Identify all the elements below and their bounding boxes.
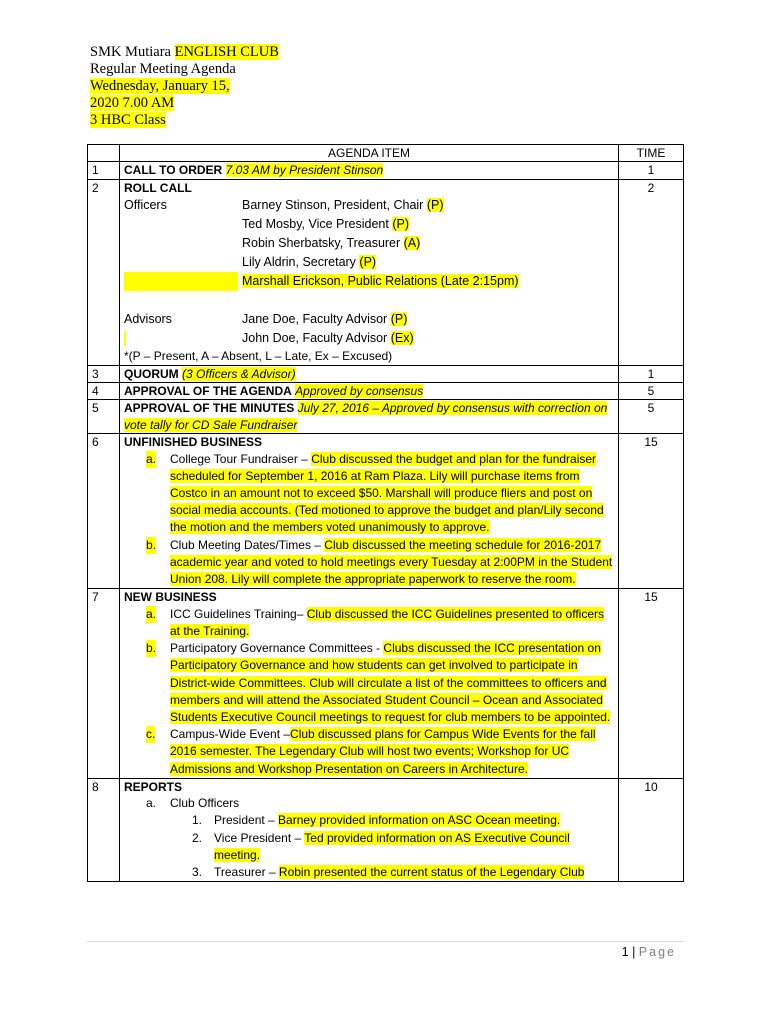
list-item: a. College Tour Fundraiser – Club discussed the budget and plan for the fundraiser scheduled for September 1, 2016 at Ram Plaza. Lily will purchase items from Costco in an amount not to exceed $50. Marshall will produce fliers and post on social media accounts. (Ted motioned to approve the budget and plan/Lily second the motion and the members voted unanimously to approve. bbox=[146, 451, 604, 535]
row-title: QUORUM bbox=[124, 366, 179, 381]
document-header bbox=[90, 44, 279, 129]
item-notes: Ted provided information on AS Executive Council meeting. bbox=[214, 830, 570, 862]
table-row bbox=[88, 179, 684, 365]
list-marker: 3. bbox=[192, 864, 203, 879]
status-mark: (P) bbox=[392, 217, 409, 232]
row-note: Approved by consensus bbox=[295, 384, 424, 399]
list-item: 2. Vice President – Ted provided information on AS Executive Council meeting. bbox=[192, 830, 570, 862]
footer-divider bbox=[87, 941, 684, 942]
status-mark: (P) bbox=[390, 312, 408, 327]
row-title: UNFINISHED BUSINESS bbox=[124, 435, 263, 450]
list-item: b. Club Meeting Dates/Times – Club discussed the meeting schedule for 2016-2017 academic year and voted to hold meetings every Tuesday at 2:00PM in the Student Union 208. Lily will complete the appropriate paperwork to reserve the room. bbox=[146, 537, 613, 587]
row-title: NEW BUSINESS bbox=[124, 590, 217, 605]
status-mark: (A) bbox=[403, 236, 421, 251]
row-number: 2 bbox=[88, 179, 120, 365]
row-number: 1 bbox=[88, 162, 120, 179]
status-mark: (P) bbox=[426, 198, 444, 213]
list-marker: a. bbox=[146, 606, 156, 623]
list-item: b. Participatory Governance Committees - Clubs discussed the ICC presentation on Participatory Governance and how students can get involved to participate in District-wide Committees. Club will circulate a list of the committees to officers and members and will attend the Associated Student Council – Ocean and Associated Students Executive Council meetings to request for club members to be appointed. bbox=[146, 641, 611, 724]
table-row bbox=[88, 434, 684, 589]
item-notes: Robin presented the current status of the Legendary Club bbox=[278, 864, 585, 879]
item-notes: Barney provided information on ASC Ocean meeting. bbox=[278, 813, 561, 828]
officer-entry: Robin Sherbatsky, Treasurer (A) bbox=[242, 236, 421, 251]
page-label: Page bbox=[638, 945, 676, 959]
highlight-block bbox=[124, 272, 238, 291]
row-number: 4 bbox=[88, 383, 120, 400]
status-mark: (Late 2:15pm) bbox=[440, 274, 519, 289]
row-title: ROLL CALL bbox=[124, 180, 192, 195]
new-business-list bbox=[124, 606, 614, 778]
list-item: 3. Treasurer – Robin presented the current status of the Legendary Club bbox=[214, 864, 614, 881]
row-time: 15 bbox=[619, 589, 684, 778]
advisors-label: Advisors bbox=[124, 312, 172, 327]
row-number: 7 bbox=[88, 589, 120, 778]
item-notes: Club discussed plans for Campus Wide Events for the fall 2016 semester. The Legendary Club will host two events; Workshop for UC Admissions and Workshop Presentation on Careers in Architecture. bbox=[170, 727, 596, 776]
header-school-line bbox=[90, 44, 279, 61]
officer-entry: Barney Stinson, President, Chair (P) bbox=[242, 198, 444, 213]
item-notes: Club discussed the ICC Guidelines presented to officers at the Training. bbox=[170, 606, 605, 638]
reports-list bbox=[124, 795, 614, 812]
row-time: 2 bbox=[619, 179, 684, 365]
row-number: 3 bbox=[88, 365, 120, 382]
list-item: 1. President – Barney provided information on ASC Ocean meeting. bbox=[214, 812, 614, 829]
table-row bbox=[88, 383, 684, 400]
row-title: CALL TO ORDER bbox=[124, 163, 223, 178]
roll-call-grid bbox=[124, 196, 614, 348]
status-legend: *(P – Present, A – Absent, L – Late, Ex – Excused) bbox=[124, 349, 393, 364]
status-mark: (P) bbox=[359, 255, 377, 270]
list-item: a. Club Officers bbox=[170, 795, 614, 812]
officer-entry: Ted Mosby, Vice President (P) bbox=[242, 217, 409, 232]
row-title: REPORTS bbox=[124, 779, 183, 794]
advisor-entry: John Doe, Faculty Advisor (Ex) bbox=[242, 331, 414, 346]
officer-reports-list bbox=[124, 812, 614, 881]
table-row bbox=[88, 589, 684, 778]
agenda-table bbox=[87, 144, 684, 882]
advisor-entry: Jane Doe, Faculty Advisor (P) bbox=[242, 312, 408, 327]
header-date-line1: Wednesday, January 15, bbox=[90, 78, 230, 94]
table-row bbox=[88, 778, 684, 881]
row-number: 5 bbox=[88, 400, 120, 434]
table-row bbox=[88, 365, 684, 382]
school-name: SMK Mutiara bbox=[90, 44, 171, 60]
row-title: APPROVAL OF THE AGENDA bbox=[124, 384, 292, 399]
header-title: Regular Meeting Agenda bbox=[90, 61, 236, 77]
item-notes: Club discussed the budget and plan for the fundraiser scheduled for September 1, 2016 at Ram Plaza. Lily will purchase items from Costco in an amount not to exceed $50. Marshall will produce fliers and post on social media accounts. (Ted motioned to approve the budget and plan/Lily second the motion and the members voted unanimously to approve. bbox=[170, 451, 604, 535]
officer-entry: Lily Aldrin, Secretary (P) bbox=[242, 255, 377, 270]
list-marker: b. bbox=[146, 537, 156, 554]
row-time: 1 bbox=[619, 365, 684, 382]
row-number: 6 bbox=[88, 434, 120, 589]
row-note: (3 Officers & Advisor) bbox=[182, 366, 296, 381]
list-marker: 1. bbox=[192, 813, 203, 828]
highlight-marker bbox=[124, 331, 126, 346]
unfinished-business-list bbox=[124, 451, 614, 589]
agenda-item-header: AGENDA ITEM bbox=[120, 145, 619, 162]
row-title: APPROVAL OF THE MINUTES bbox=[124, 401, 295, 416]
row-time: 10 bbox=[619, 778, 684, 881]
item-notes: Clubs discussed the ICC presentation on Participatory Governance and how students can get involved to participate in District-wide Committees. Club will circulate a list of the committees to officers and members and will attend the Associated Student Council – Ocean and Associated Students Executive Council meetings to request for club members to be appointed. bbox=[170, 641, 611, 724]
list-marker: b. bbox=[146, 640, 156, 657]
officer-entry: Marshall Erickson, Public Relations (Late 2:15pm) bbox=[242, 274, 519, 289]
list-marker: 2. bbox=[192, 830, 203, 845]
list-item: c. Campus-Wide Event –Club discussed plans for Campus Wide Events for the fall 2016 semester. The Legendary Club will host two events; Workshop for UC Admissions and Workshop Presentation on Careers in Architecture. bbox=[146, 727, 596, 776]
header-location: 3 HBC Class bbox=[90, 112, 166, 128]
page-footer bbox=[622, 945, 676, 959]
row-number: 8 bbox=[88, 778, 120, 881]
officers-label: Officers bbox=[124, 198, 167, 213]
page-separator: | bbox=[628, 945, 639, 959]
row-time: 15 bbox=[619, 434, 684, 589]
header-date-line2: 2020 7.00 AM bbox=[90, 95, 175, 111]
row-note: July 27, 2016 – Approved by consensus with correction on vote tally for CD Sale Fundraiser bbox=[124, 401, 608, 432]
status-mark: (Ex) bbox=[390, 331, 414, 346]
table-row bbox=[88, 400, 684, 434]
time-header: TIME bbox=[619, 145, 684, 162]
list-marker: a. bbox=[146, 796, 157, 811]
row-time: 1 bbox=[619, 162, 684, 179]
club-name: ENGLISH CLUB bbox=[174, 44, 279, 60]
row-time: 5 bbox=[619, 383, 684, 400]
page-number: 1 bbox=[621, 945, 629, 959]
list-item: a. ICC Guidelines Training– Club discussed the ICC Guidelines presented to officers at the Training. bbox=[146, 606, 605, 638]
row-time: 5 bbox=[619, 400, 684, 434]
list-marker: c. bbox=[146, 726, 155, 743]
table-row bbox=[88, 162, 684, 179]
list-marker: a. bbox=[146, 451, 156, 468]
table-header-row bbox=[88, 145, 684, 162]
row-note: 7.03 AM by President Stinson bbox=[225, 163, 384, 178]
item-notes: Club discussed the meeting schedule for 2016-2017 academic year and voted to hold meetings every Tuesday at 2:00PM in the Student Union 208. Lily will complete the appropriate paperwork to reserve the room. bbox=[170, 537, 613, 587]
